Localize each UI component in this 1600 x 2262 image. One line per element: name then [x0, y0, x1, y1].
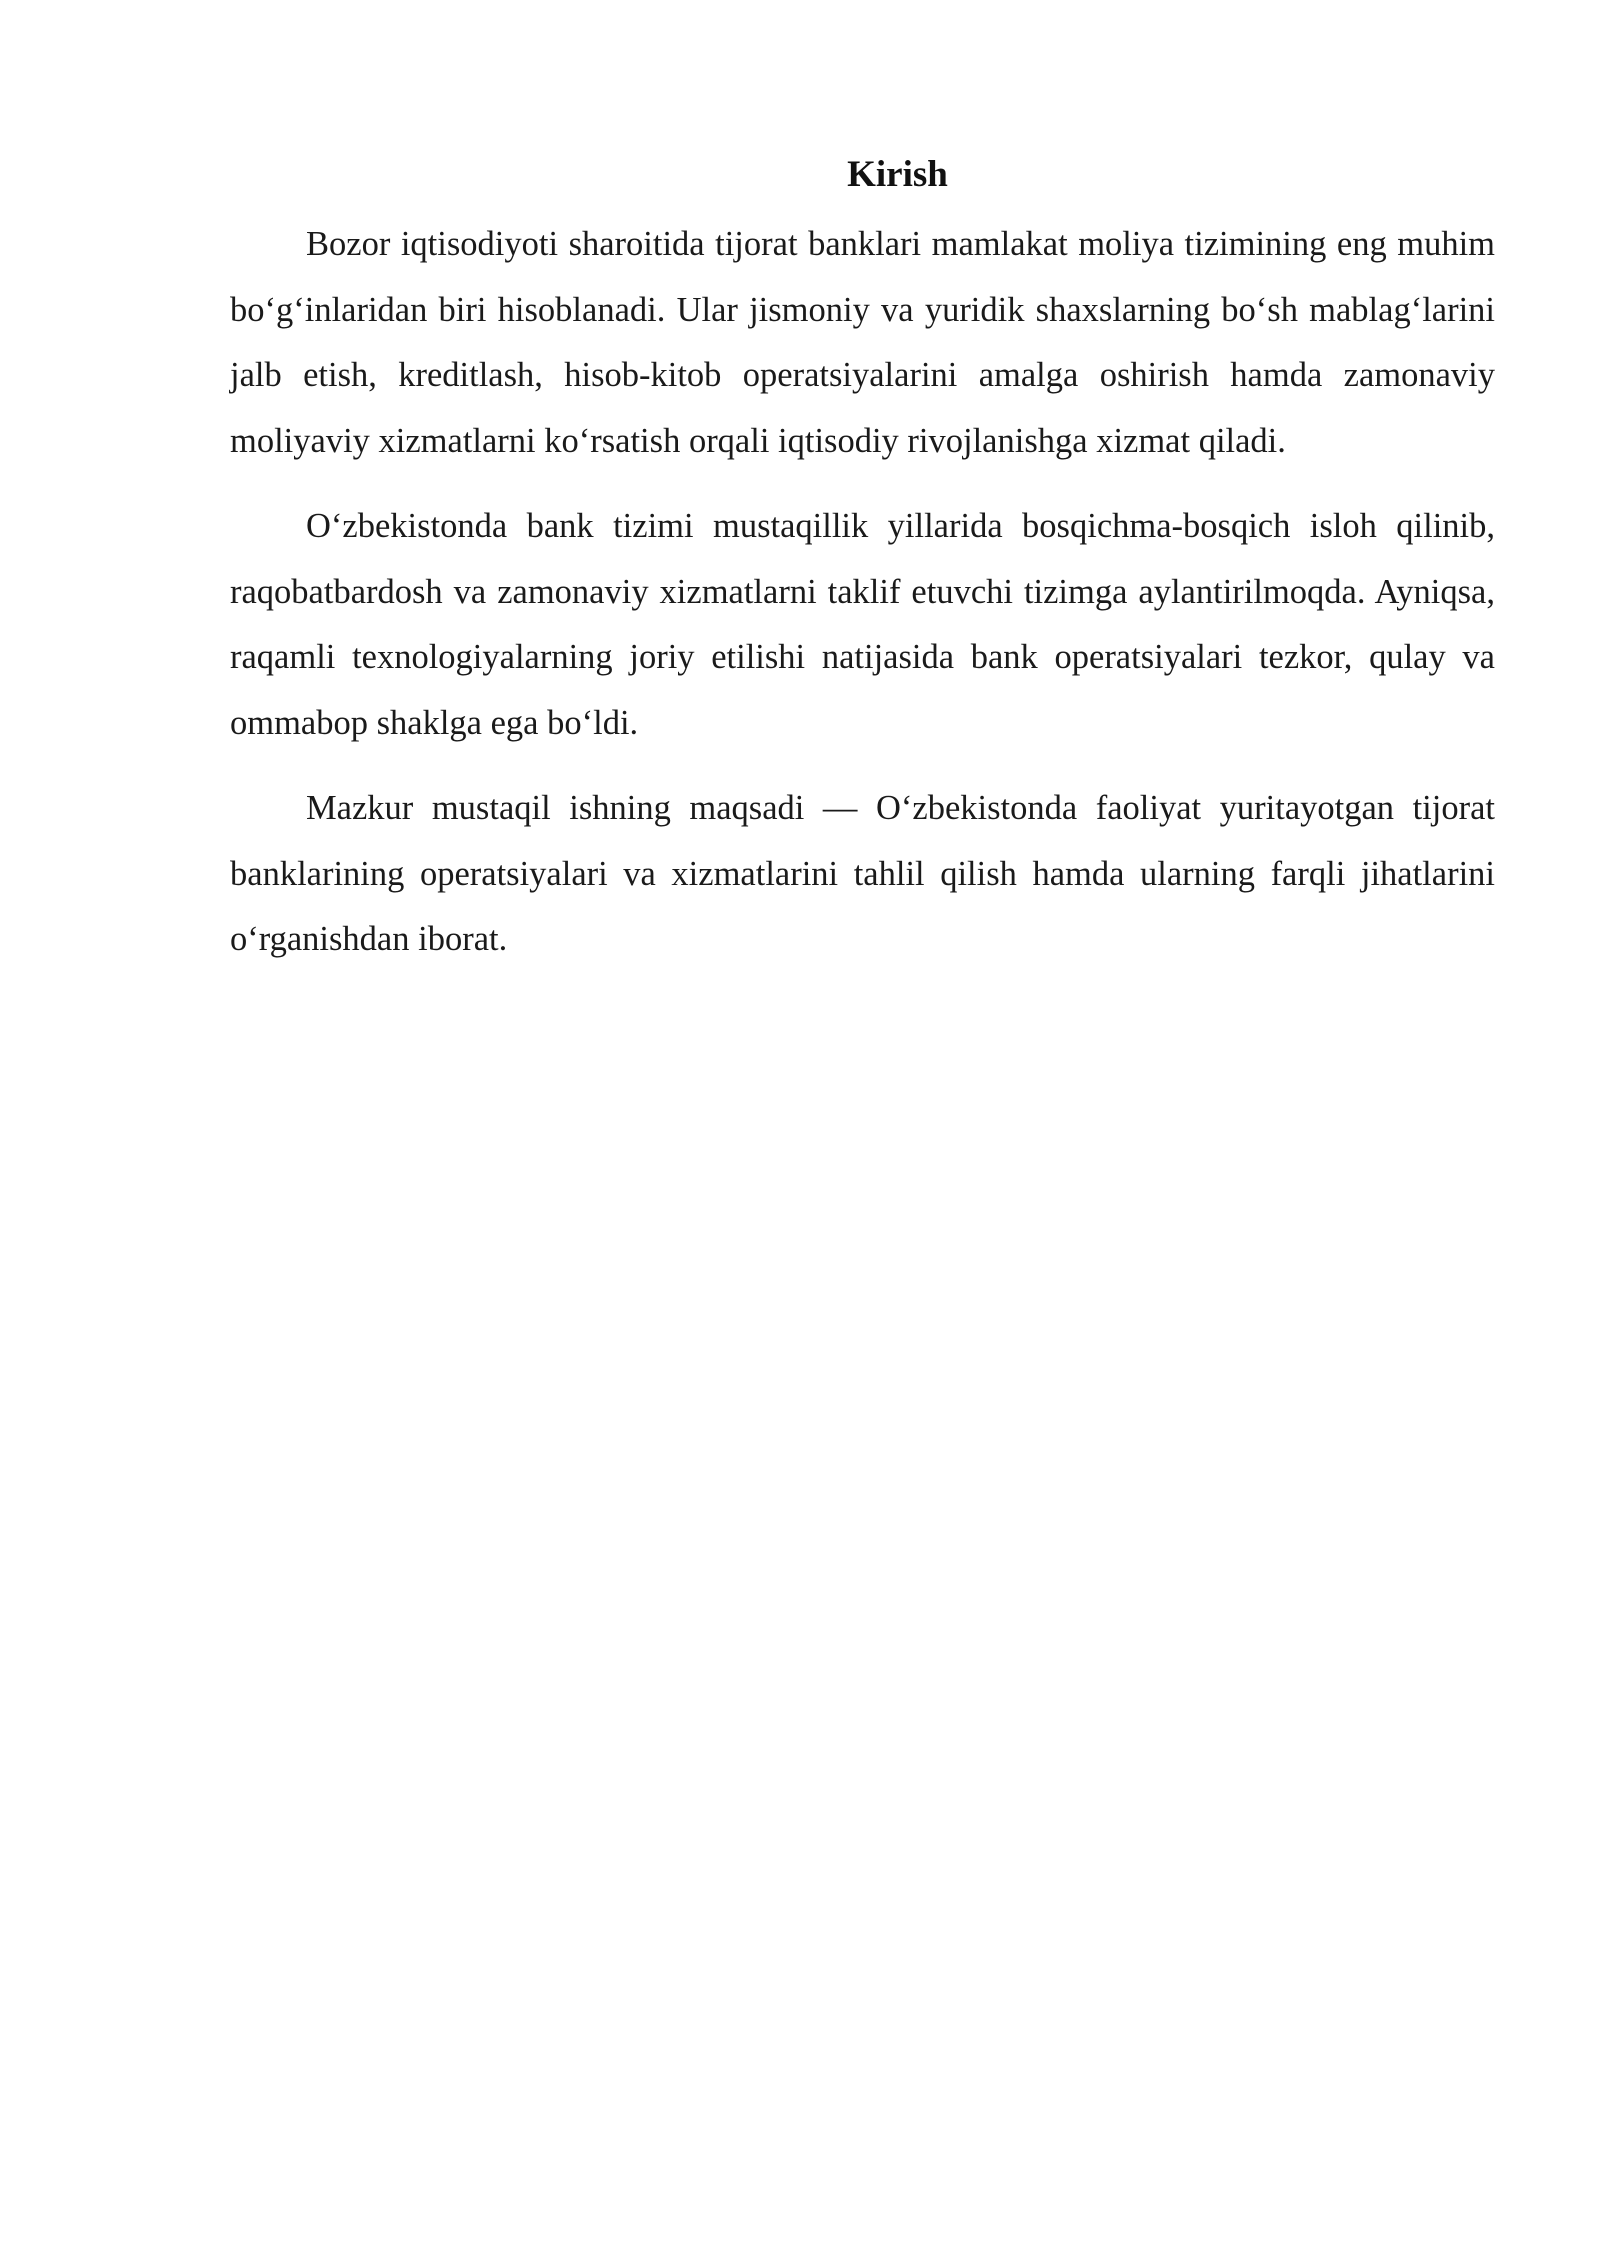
document-body	[230, 148, 1495, 993]
paragraph-intro: Bozor iqtisodiyoti sharoitida tijorat banklari mamlakat moliya tizimining eng muhim bo‘g‘inlaridan biri hisoblanadi. Ular jismoniy va yuridik shaxslarning bo‘sh mablag‘larini jalb etish, kreditlash, hisob-kitob operatsiyalarini amalga oshirish hamda zamonaviy moliyaviy xizmatlarni ko‘rsatish orqali iqtisodiy rivojlanishga xizmat qiladi.	[230, 225, 1495, 460]
page-title: Kirish	[847, 154, 948, 195]
paragraph-banking-reform: O‘zbekistonda bank tizimi mustaqillik yillarida bosqichma-bosqich isloh qilinib, raqobatbardosh va zamonaviy xizmatlarni taklif etuvchi tizimga aylantirilmoqda. Ayniqsa, raqamli texnologiyalarning joriy etilishi natijasida bank operatsiyalari tezkor, qulay va ommabop shaklga ega bo‘ldi.	[230, 507, 1495, 742]
paragraph-goal: Mazkur mustaqil ishning maqsadi — O‘zbekistonda faoliyat yuritayotgan tijorat banklarining operatsiyalari va xizmatlarini tahlil qilish hamda ularning farqli jihatlarini o‘rganishdan iborat.	[230, 789, 1495, 958]
